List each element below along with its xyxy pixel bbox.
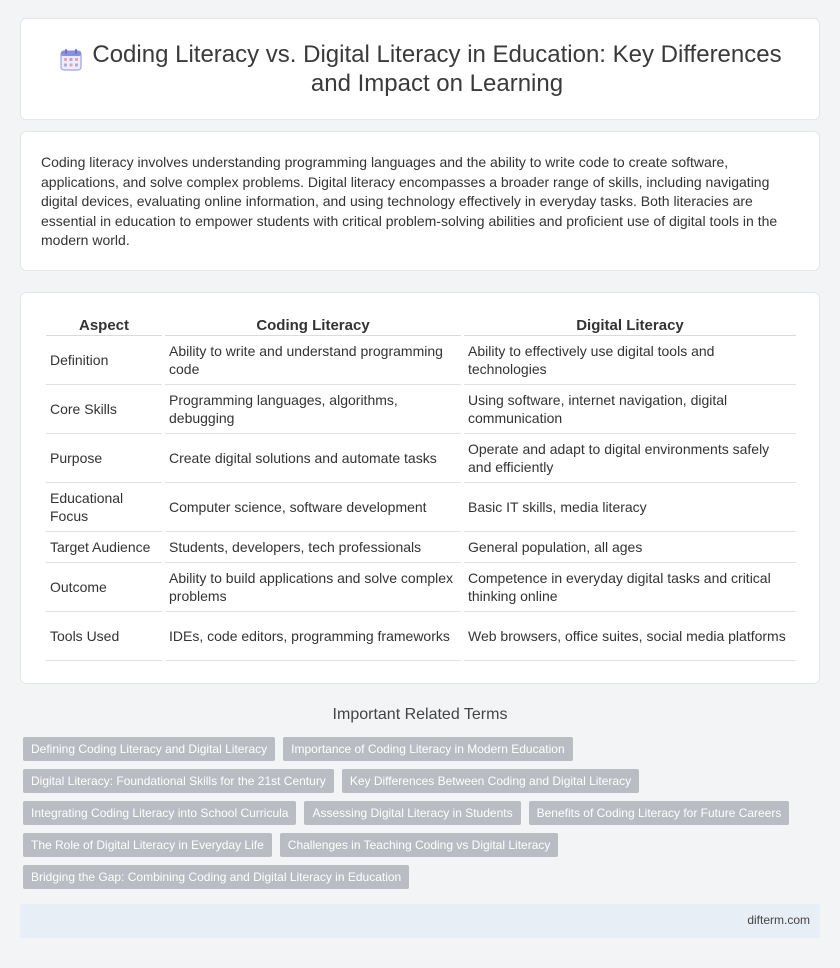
related-term-tag[interactable]: Assessing Digital Literacy in Students — [304, 801, 520, 825]
cell-aspect: Educational Focus — [46, 483, 162, 532]
cell-aspect: Core Skills — [46, 385, 162, 434]
related-terms-list — [23, 737, 813, 897]
related-term-tag[interactable]: Defining Coding Literacy and Digital Literacy — [23, 737, 275, 761]
related-term-tag[interactable]: Bridging the Gap: Combining Coding and Digital Literacy in Education — [23, 865, 409, 889]
page-title: Coding Literacy vs. Digital Literacy in Education: Key Differences and Impact on Learning — [92, 41, 782, 97]
table-row — [46, 434, 796, 483]
cell-digital: Web browsers, office suites, social media platforms — [464, 612, 796, 661]
cell-aspect: Definition — [46, 336, 162, 385]
cell-digital: General population, all ages — [464, 532, 796, 563]
cell-digital: Competence in everyday digital tasks and critical thinking online — [464, 563, 796, 612]
comparison-card — [20, 292, 820, 684]
cell-digital: Operate and adapt to digital environments safely and efficiently — [464, 434, 796, 483]
cell-aspect: Outcome — [46, 563, 162, 612]
table-header-row — [46, 315, 796, 336]
footer — [20, 904, 820, 938]
cell-aspect: Purpose — [46, 434, 162, 483]
table-row — [46, 385, 796, 434]
related-term-tag[interactable]: The Role of Digital Literacy in Everyday Life — [23, 833, 272, 857]
table-row — [46, 532, 796, 563]
footer-site-link[interactable]: difterm.com — [747, 913, 810, 927]
related-term-tag[interactable]: Benefits of Coding Literacy for Future Careers — [529, 801, 790, 825]
related-term-tag[interactable]: Integrating Coding Literacy into School Curricula — [23, 801, 296, 825]
cell-aspect: Target Audience — [46, 532, 162, 563]
table-row — [46, 483, 796, 532]
table-row — [46, 563, 796, 612]
cell-coding: Ability to write and understand programming code — [165, 336, 461, 385]
cell-coding: Create digital solutions and automate tasks — [165, 434, 461, 483]
related-term-tag[interactable]: Key Differences Between Coding and Digital Literacy — [342, 769, 639, 793]
cell-coding: Students, developers, tech professionals — [165, 532, 461, 563]
cell-digital: Using software, internet navigation, digital communication — [464, 385, 796, 434]
intro-card — [20, 131, 820, 271]
comparison-table — [43, 315, 799, 661]
related-term-tag[interactable]: Challenges in Teaching Coding vs Digital Literacy — [280, 833, 559, 857]
table-row — [46, 612, 796, 661]
header-coding-literacy: Coding Literacy — [165, 315, 461, 336]
cell-coding: Computer science, software development — [165, 483, 461, 532]
table-row — [46, 336, 796, 385]
cell-coding: Ability to build applications and solve complex problems — [165, 563, 461, 612]
related-term-tag[interactable]: Digital Literacy: Foundational Skills for the 21st Century — [23, 769, 334, 793]
related-terms-heading: Important Related Terms — [332, 706, 508, 723]
title-card — [20, 18, 820, 120]
cell-coding: IDEs, code editors, programming frameworks — [165, 612, 461, 661]
cell-coding: Programming languages, algorithms, debugging — [165, 385, 461, 434]
header-aspect: Aspect — [46, 315, 162, 336]
header-digital-literacy: Digital Literacy — [464, 315, 796, 336]
related-term-tag[interactable]: Importance of Coding Literacy in Modern Education — [283, 737, 573, 761]
intro-paragraph: Coding literacy involves understanding programming languages and the ability to write code to create software, applications, and solve complex problems. Digital literacy encompasses a broader range of skills, including navigating digital devices, evaluating online information, and using technology effectively in everyday tasks. Both literacies are essential in education to empower students with critical problem-solving abilities and proficient use of digital tools in the modern world. — [41, 154, 778, 248]
cell-digital: Basic IT skills, media literacy — [464, 483, 796, 532]
cell-digital: Ability to effectively use digital tools and technologies — [464, 336, 796, 385]
cell-aspect: Tools Used — [46, 612, 162, 661]
